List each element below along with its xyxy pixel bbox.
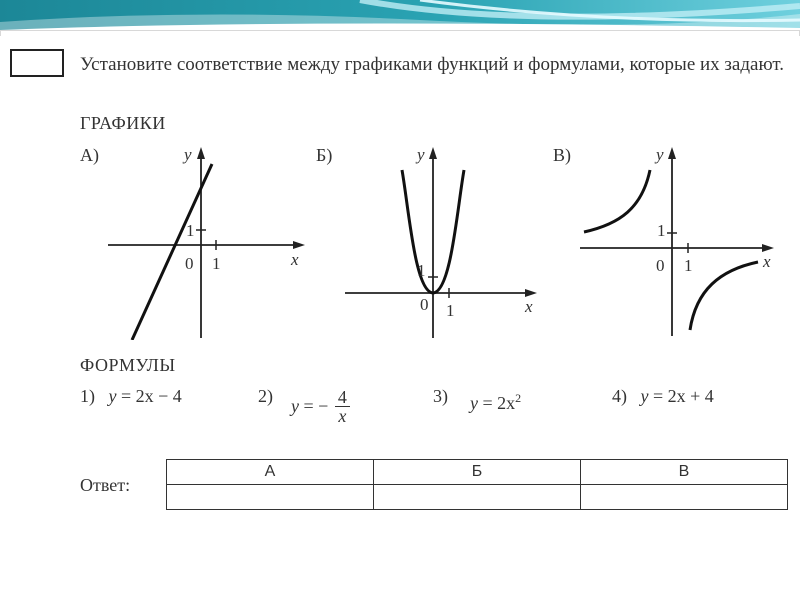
answer-header-a: А: [167, 460, 374, 485]
graph-a-y-label: y: [184, 145, 192, 164]
formulas-heading: ФОРМУЛЫ: [80, 355, 176, 375]
formula-4-rhs: = 2x + 4: [653, 386, 714, 406]
formula-3-lhs: y: [470, 393, 478, 413]
formula-4-number: 4): [612, 386, 627, 406]
answer-cell-a[interactable]: [167, 485, 374, 510]
graph-a: [108, 140, 308, 340]
graph-b: [345, 140, 545, 340]
formula-3-number: 3): [433, 386, 448, 406]
answer-header-c: В: [581, 460, 788, 485]
graph-b-unit-x: 1: [446, 301, 455, 320]
formula-2: [291, 388, 350, 425]
formula-4: [612, 386, 714, 407]
formula-1-number: 1): [80, 386, 95, 406]
answer-header-row: [167, 460, 788, 485]
graph-b-x-arrow: [525, 289, 537, 297]
formula-2-fraction: [335, 388, 350, 425]
formula-3: [470, 391, 521, 414]
graph-a-line: [132, 164, 212, 340]
graph-c-left-branch: [584, 170, 650, 232]
formula-4-lhs: y: [640, 386, 649, 406]
answer-header-b: Б: [374, 460, 581, 485]
graph-c-unit-y: 1: [657, 221, 666, 240]
graph-a-x-label: x: [291, 250, 299, 269]
graph-label-b: Б): [316, 145, 333, 165]
graph-c-x-arrow: [762, 244, 774, 252]
graph-c-x-label: x: [763, 252, 771, 271]
formula-3-exponent: 2: [515, 391, 522, 405]
formula-1-rhs: = 2x − 4: [121, 386, 182, 406]
graph-c-unit-x: 1: [684, 256, 693, 275]
formula-2-number: 2): [258, 386, 273, 406]
graph-label-a: А): [80, 145, 99, 165]
task-statement: Установите соответствие между графиками функций и формулами, которые их задают.: [80, 54, 785, 75]
graph-c-y-arrow: [668, 147, 676, 159]
formula-2-rhs: = −: [303, 396, 329, 416]
graph-c-y-label: y: [656, 145, 664, 164]
answer-input-row: [167, 485, 788, 510]
graph-a-y-arrow: [197, 147, 205, 159]
graphs-heading: ГРАФИКИ: [80, 113, 166, 133]
answer-cell-c[interactable]: [581, 485, 788, 510]
graph-b-y-label: y: [417, 145, 425, 164]
formula-2-numerator: 4: [335, 388, 350, 407]
graph-a-x-arrow: [293, 241, 305, 249]
graph-a-origin: 0: [185, 254, 194, 273]
formula-2-denominator: x: [338, 406, 347, 426]
graph-c-origin: 0: [656, 256, 665, 275]
graph-b-unit-y: 1: [417, 261, 426, 280]
graph-b-origin: 0: [420, 295, 429, 314]
graph-c-right-branch: [690, 262, 758, 330]
formula-2-lhs: y: [291, 396, 299, 416]
formula-1: [80, 386, 182, 407]
formula-3-rhs: = 2x: [482, 393, 516, 413]
answer-cell-b[interactable]: [374, 485, 581, 510]
graph-a-unit-y: 1: [186, 221, 195, 240]
graph-a-unit-x: 1: [212, 254, 221, 273]
answer-table: [166, 459, 788, 510]
formula-1-lhs: y: [108, 386, 117, 406]
task-number-box: [10, 49, 64, 77]
slide-bottom: [0, 520, 800, 600]
graph-b-y-arrow: [429, 147, 437, 159]
graph-b-x-label: x: [525, 297, 533, 316]
graph-label-c: В): [553, 145, 571, 165]
answer-label: Ответ:: [80, 475, 131, 495]
graph-c: [580, 140, 785, 340]
